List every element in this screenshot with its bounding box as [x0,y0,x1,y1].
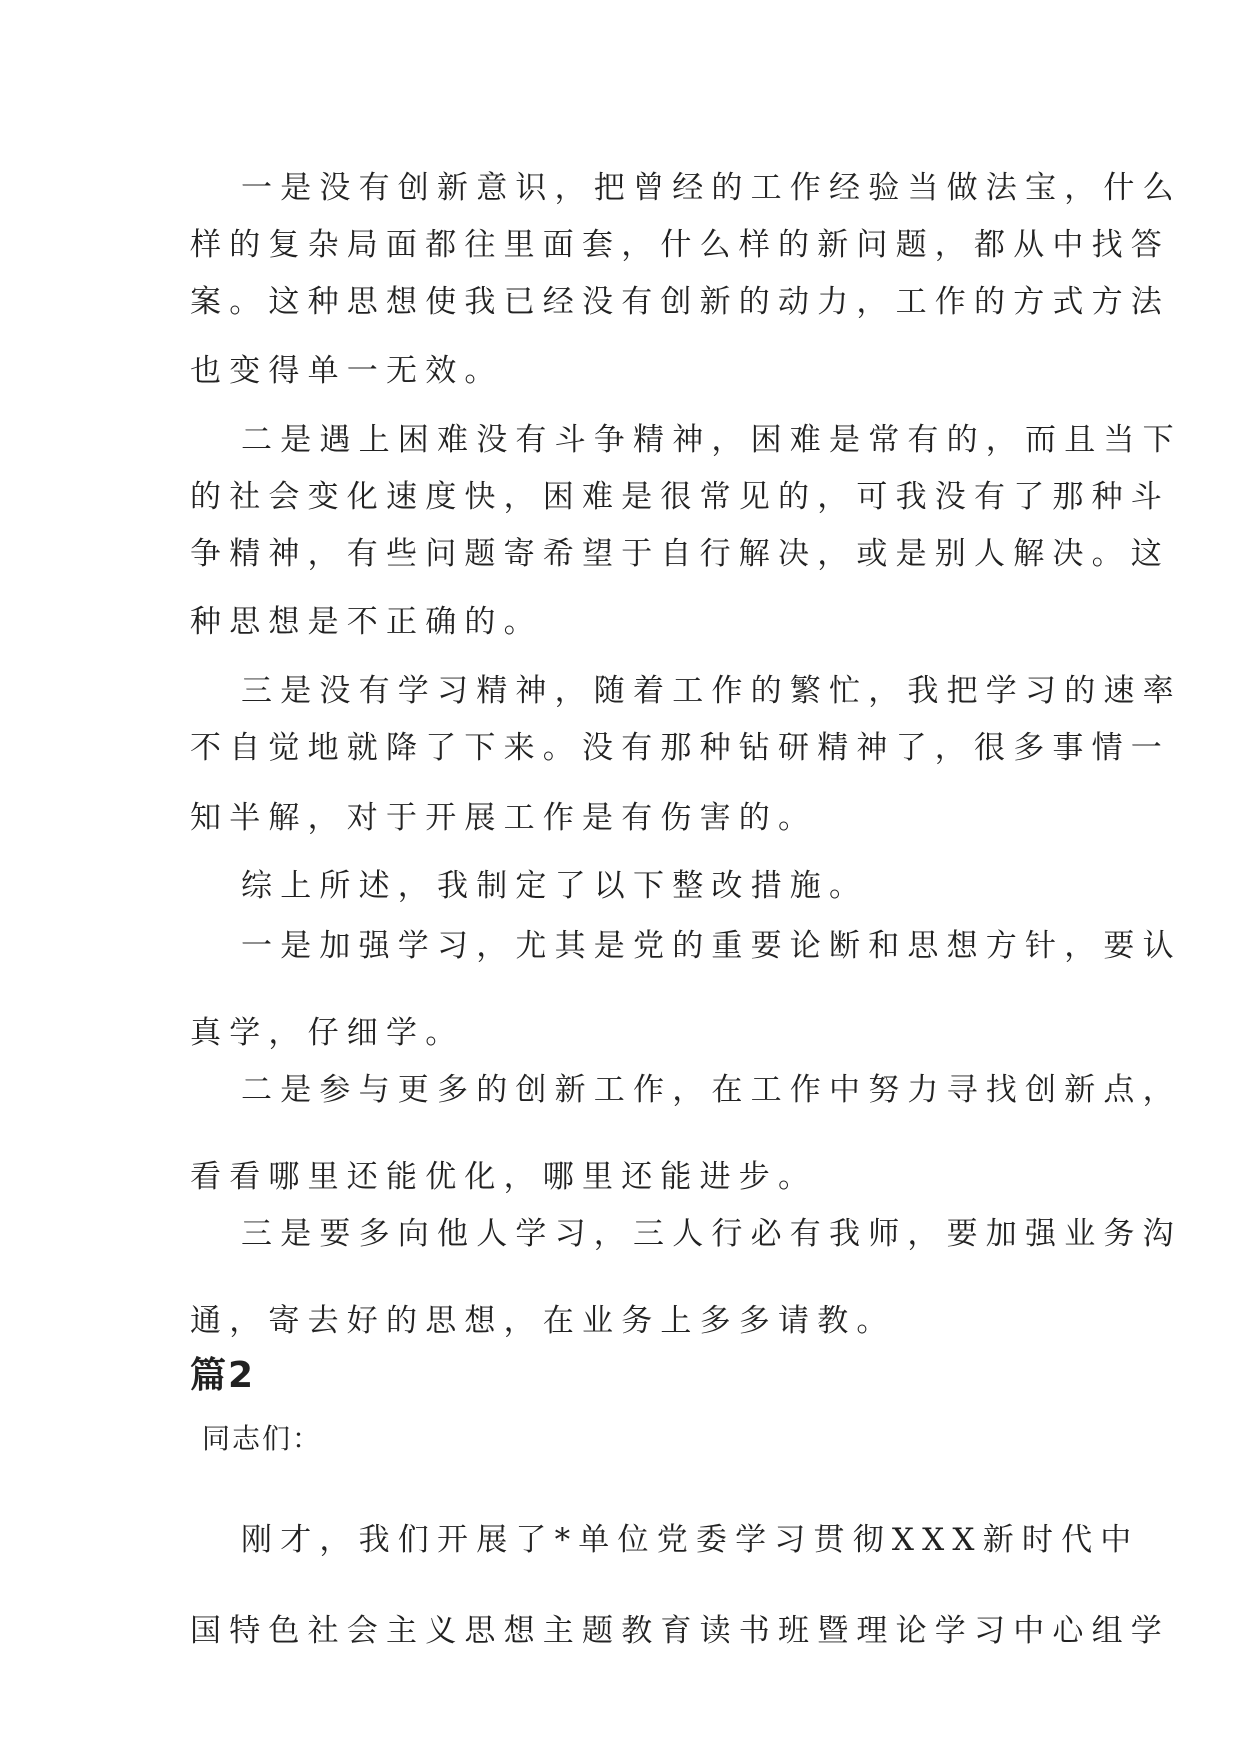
section2-paragraph-1-line-2: 国特色社会主义思想主题教育读书班暨理论学习中心组学 [190,1613,1170,1649]
salutation: 同志们： [202,1422,323,1455]
paragraph-1-line-4: 也变得单一无效。 [190,353,504,389]
paragraph-2-line-4: 种思想是不正确的。 [190,604,543,640]
paragraph-5-line-2: 真学，仔细学。 [190,1015,465,1051]
paragraph-6-line-2: 看看哪里还能优化，哪里还能进步。 [190,1159,818,1195]
section2-paragraph-1-line-1: 刚才，我们开展了*单位党委学习贯彻XXX新时代中 [241,1522,1140,1558]
paragraph-6-line-1: 二是参与更多的创新工作，在工作中努力寻找创新点， [241,1072,1182,1108]
paragraph-1-line-1: 一是没有创新意识，把曾经的工作经验当做法宝，什么 [241,170,1182,206]
paragraph-3-line-3: 知半解，对于开展工作是有伤害的。 [190,800,818,836]
paragraph-3-line-2: 不自觉地就降了下来。没有那种钻研精神了，很多事情一 [190,730,1170,766]
paragraph-5-line-1: 一是加强学习，尤其是党的重要论断和思想方针，要认 [241,928,1182,964]
paragraph-7-line-2: 通，寄去好的思想，在业务上多多请教。 [190,1303,896,1339]
paragraph-2-line-2: 的社会变化速度快，困难是很常见的，可我没有了那种斗 [190,479,1170,515]
section-heading: 篇2 [190,1355,256,1396]
paragraph-2-line-1: 二是遇上困难没有斗争精神，困难是常有的，而且当下 [241,422,1182,458]
paragraph-7-line-1: 三是要多向他人学习，三人行必有我师，要加强业务沟 [241,1216,1182,1252]
paragraph-2-line-3: 争精神，有些问题寄希望于自行解决，或是别人解决。这 [190,536,1170,572]
paragraph-1-line-3: 案。这种思想使我已经没有创新的动力，工作的方式方法 [190,284,1170,320]
paragraph-1-line-2: 样的复杂局面都往里面套，什么样的新问题，都从中找答 [190,227,1170,263]
paragraph-3-line-1: 三是没有学习精神，随着工作的繁忙，我把学习的速率 [241,673,1182,709]
paragraph-4-line-1: 综上所述，我制定了以下整改措施。 [241,868,869,904]
